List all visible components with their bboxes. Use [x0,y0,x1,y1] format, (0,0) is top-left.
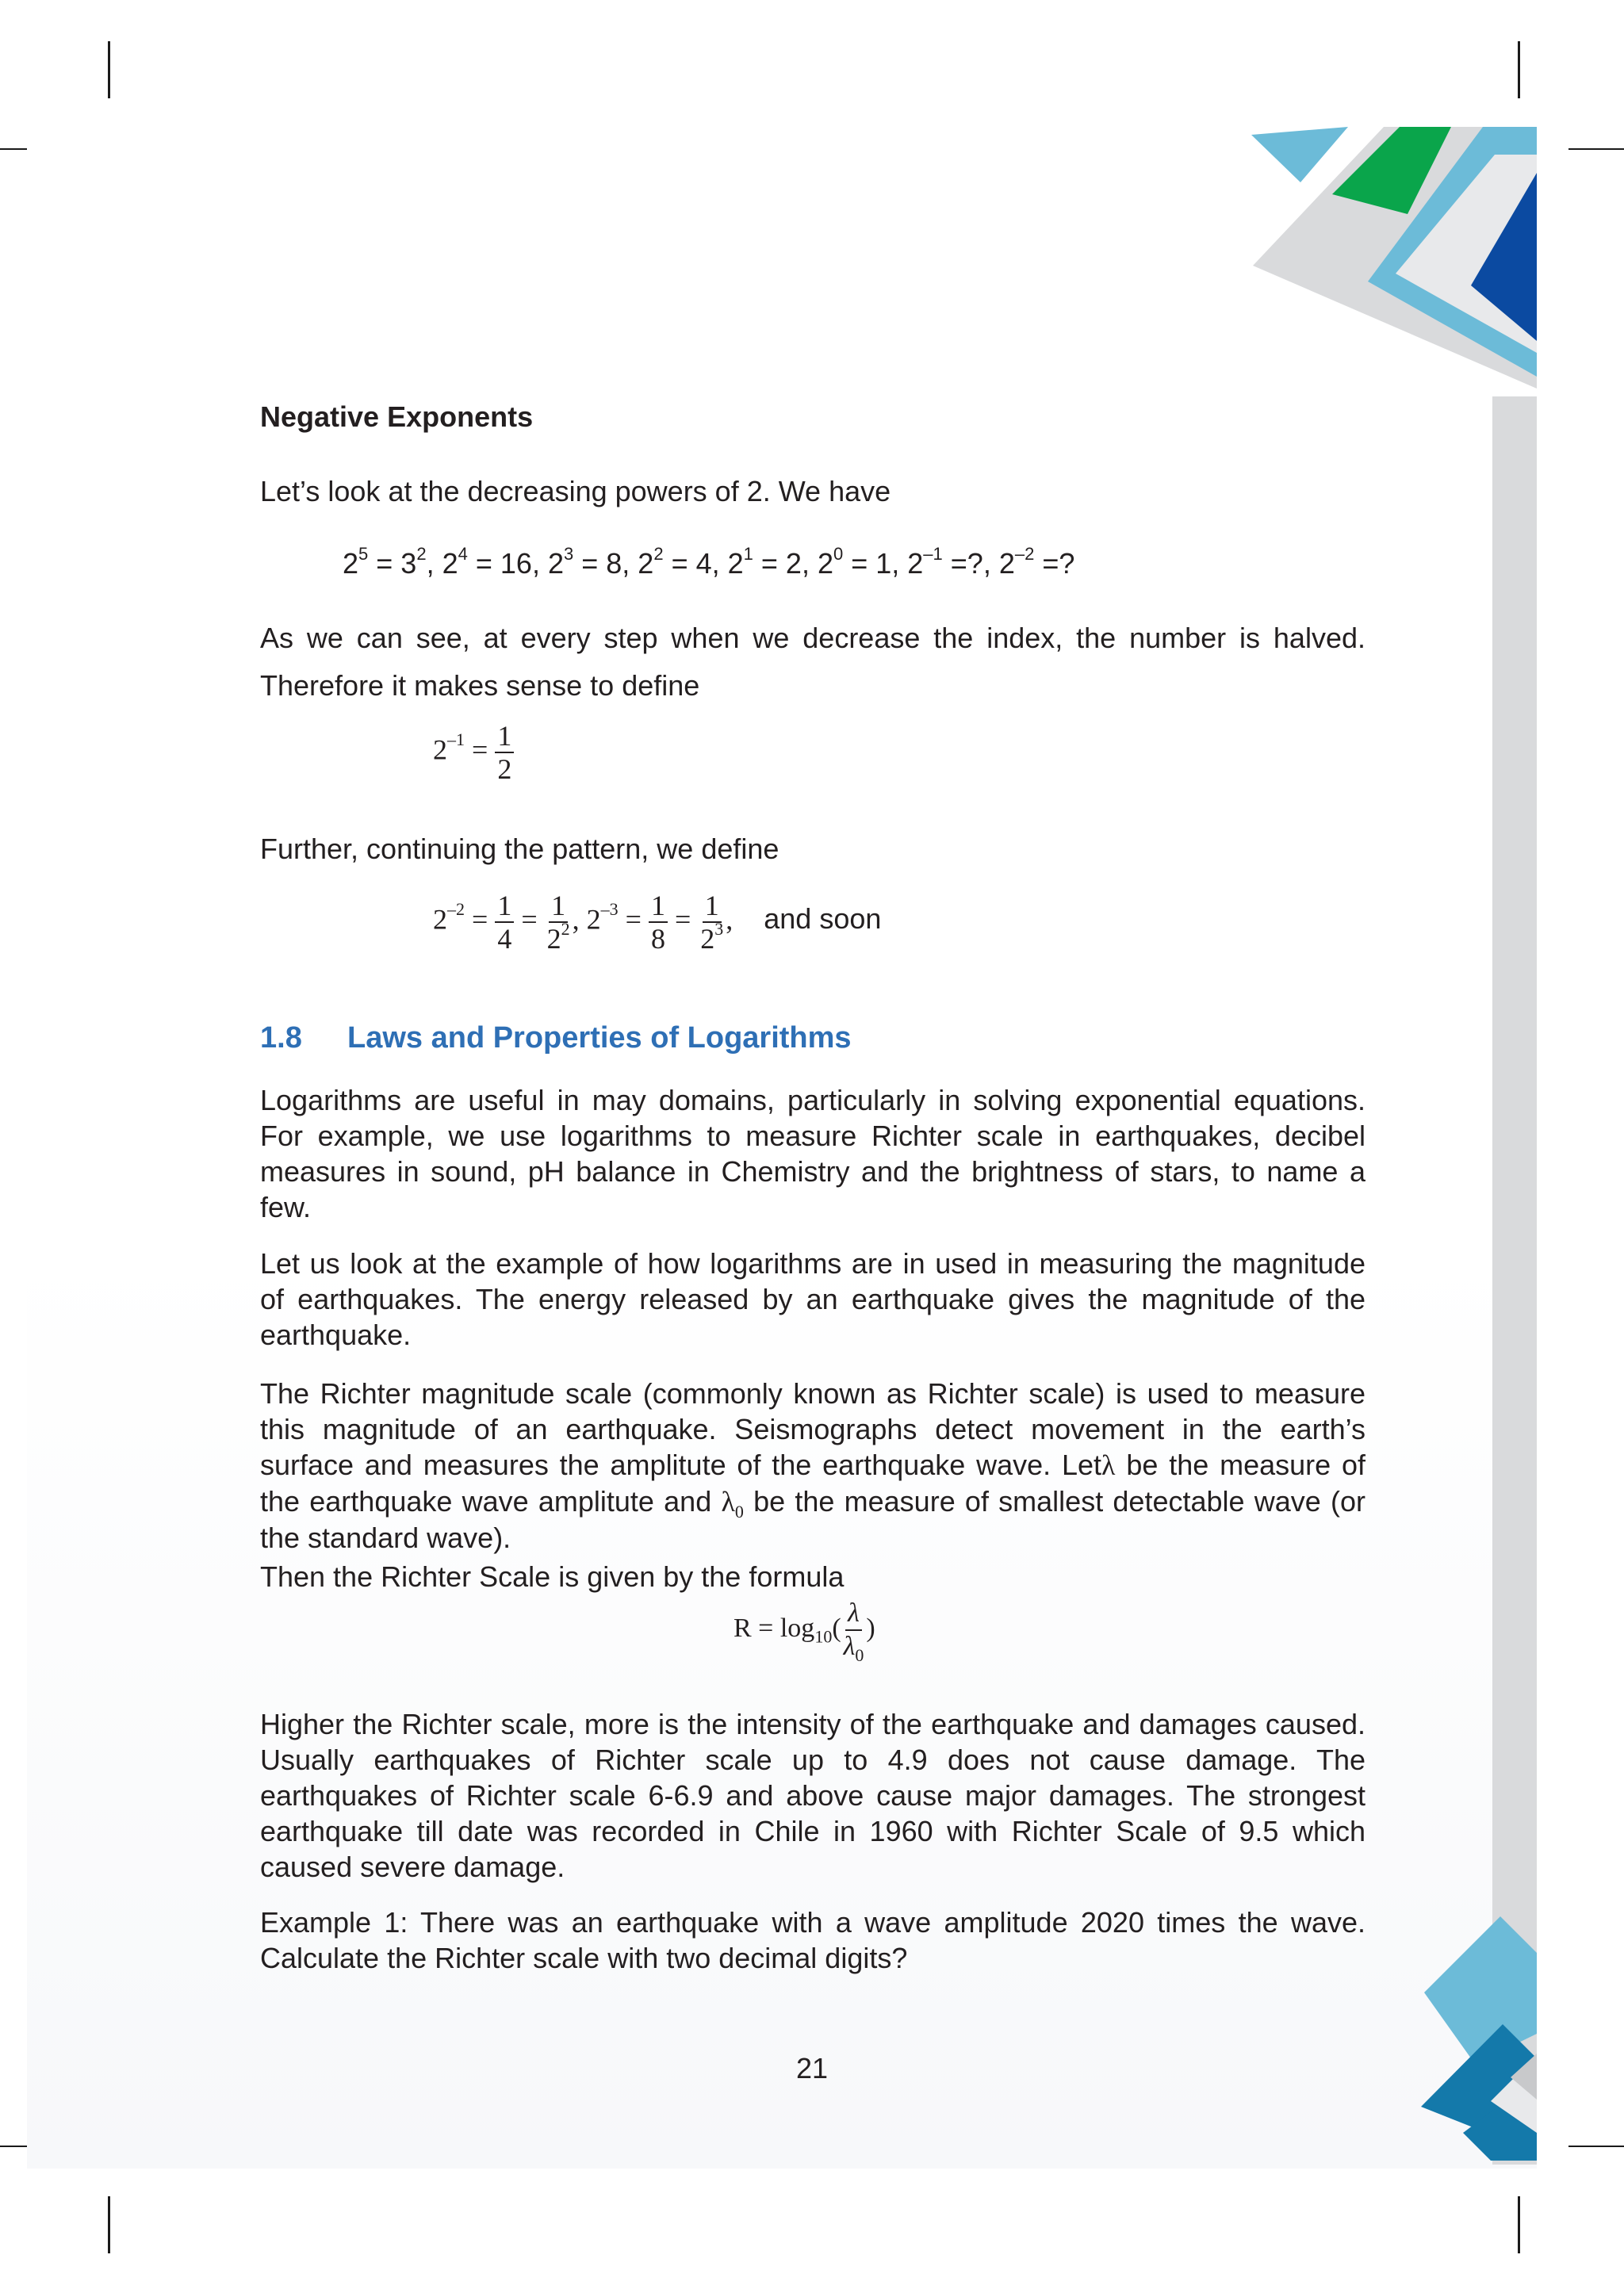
powers-exponent: 5 [358,544,369,564]
powers-text: = 4, 2 [663,547,744,580]
def2-tail: and soon [764,902,882,936]
example-1: Example 1: There was an earthquake with a wave amplitude 2020 times the wave. Calculate the Richter scale with two decimal digits? [260,1906,1365,1974]
powers-text: , 2 [426,547,458,580]
powers-text: = 8, 2 [573,547,654,580]
def2-comma: , [572,903,580,936]
powers-text: 2 [343,547,359,580]
def2-fraction [698,890,726,955]
def2-base: 2 [586,903,601,936]
def2-numerator: 1 [649,890,668,923]
def2-equals: = [625,903,642,936]
intro-text: Let’s look at the decreasing powers of 2. We have [260,475,891,507]
continue-text: Further, continuing the pattern, we define [260,833,779,865]
powers-exponent: 0 [833,544,844,564]
def2-equals: = [521,903,538,936]
halved-paragraph: As we can see, at every step when we decrease the index, the number is halved. Therefore it makes sense to define [260,622,1365,702]
powers-exponent: 2 [653,544,664,564]
powers-exponent: –1 [923,544,943,564]
definition-2-neg1 [433,720,514,785]
def2-denominator: 4 [497,923,512,955]
powers-exponent: 3 [563,544,574,564]
powers-text: =?, 2 [942,547,1015,580]
def2-fraction [495,890,514,955]
def-fraction [495,720,514,785]
def-base: 2 [433,733,447,766]
def2-numerator: 1 [549,890,568,923]
def2-equals: = [674,903,691,936]
def2-equals: = [472,903,488,936]
definition-2-neg2-neg3 [433,890,881,955]
paragraph-logarithms: Logarithms are useful in may domains, particularly in solving exponential equations. For example, we use logarithms to measure Richter scale in earthquakes, decibel measures in sound, pH balance in Chemistry and the brightness of stars, to name a few. [260,1084,1365,1223]
lambda-zero-symbol: $\lambda_0$ [721,1486,744,1522]
powers-text: = 1, 2 [843,547,924,580]
subsection-heading: Negative Exponents [260,400,534,433]
paragraph-richter: The Richter magnitude scale (commonly known as Richter scale) is used to measure this magnitude of an earthquake. Seismographs detect movement in the earth’s surface and measures the amplitute of the earthquake wave. Letλ be the measure of the earthquake wave amplitute and $\lambda_0$ be the measure of smallest detectable wave (or the standard wave). [260,1377,1366,1554]
def2-comma: , [726,903,733,936]
powers-line [343,545,1373,581]
def-numerator: 1 [495,720,514,753]
powers-exponent: 4 [458,544,468,564]
def2-denominator: $2^3$ [700,919,724,955]
lambda-symbol: λ [1101,1449,1116,1481]
def2-numerator: 1 [703,890,722,923]
powers-text: =? [1034,547,1075,580]
richter-formula: $R = \log_{10}$( $\frac{\lambda}{\lambda_0}$ ) [733,1598,875,1665]
def2-fraction [545,890,573,955]
def2-numerator: 1 [495,890,514,923]
def2-denominator: $2^2$ [546,919,570,955]
powers-text: = 16, 2 [467,547,564,580]
def2-exponent: –2 [447,899,465,920]
def2-base: 2 [433,903,447,936]
page-number: 21 [795,2052,829,2084]
powers-text: = 2, 2 [753,547,833,580]
def-denominator: 2 [497,753,512,785]
paragraph-earthquake-example: Let us look at the example of how logarithms are in used in measuring the magnitude of earthquakes. The energy released by an earthquake gives the magnitude of the earthquake. [260,1247,1365,1351]
def2-denominator: 8 [650,923,665,955]
powers-exponent: 2 [416,544,427,564]
paragraph-intensity: Higher the Richter scale, more is the intensity of the earthquake and damages caused. Usually earthquakes of Richter scale up to 4.9 does not cause damage. The earthquakes of Richter scale 6-6.9 and above cause major damages. The strongest earthquake till date was recorded in Chile in 1960 with Richter Scale of 9.5 which caused severe damage. [260,1708,1365,1883]
def-exponent: –1 [447,729,465,750]
section-heading [260,1021,852,1055]
def2-fraction [649,890,668,955]
powers-exponent: 1 [743,544,753,564]
powers-exponent: –2 [1014,544,1035,564]
def2-exponent: –3 [600,899,619,920]
def-equals: = [472,733,488,766]
section-number: 1.8 [260,1021,302,1055]
formula-fraction: $\frac{\lambda}{\lambda_0}$ [843,1598,864,1665]
section-title: Laws and Properties of Logarithms [347,1021,852,1055]
powers-text: = 3 [368,547,417,580]
formula-intro: Then the Richter Scale is given by the formula [260,1560,845,1593]
